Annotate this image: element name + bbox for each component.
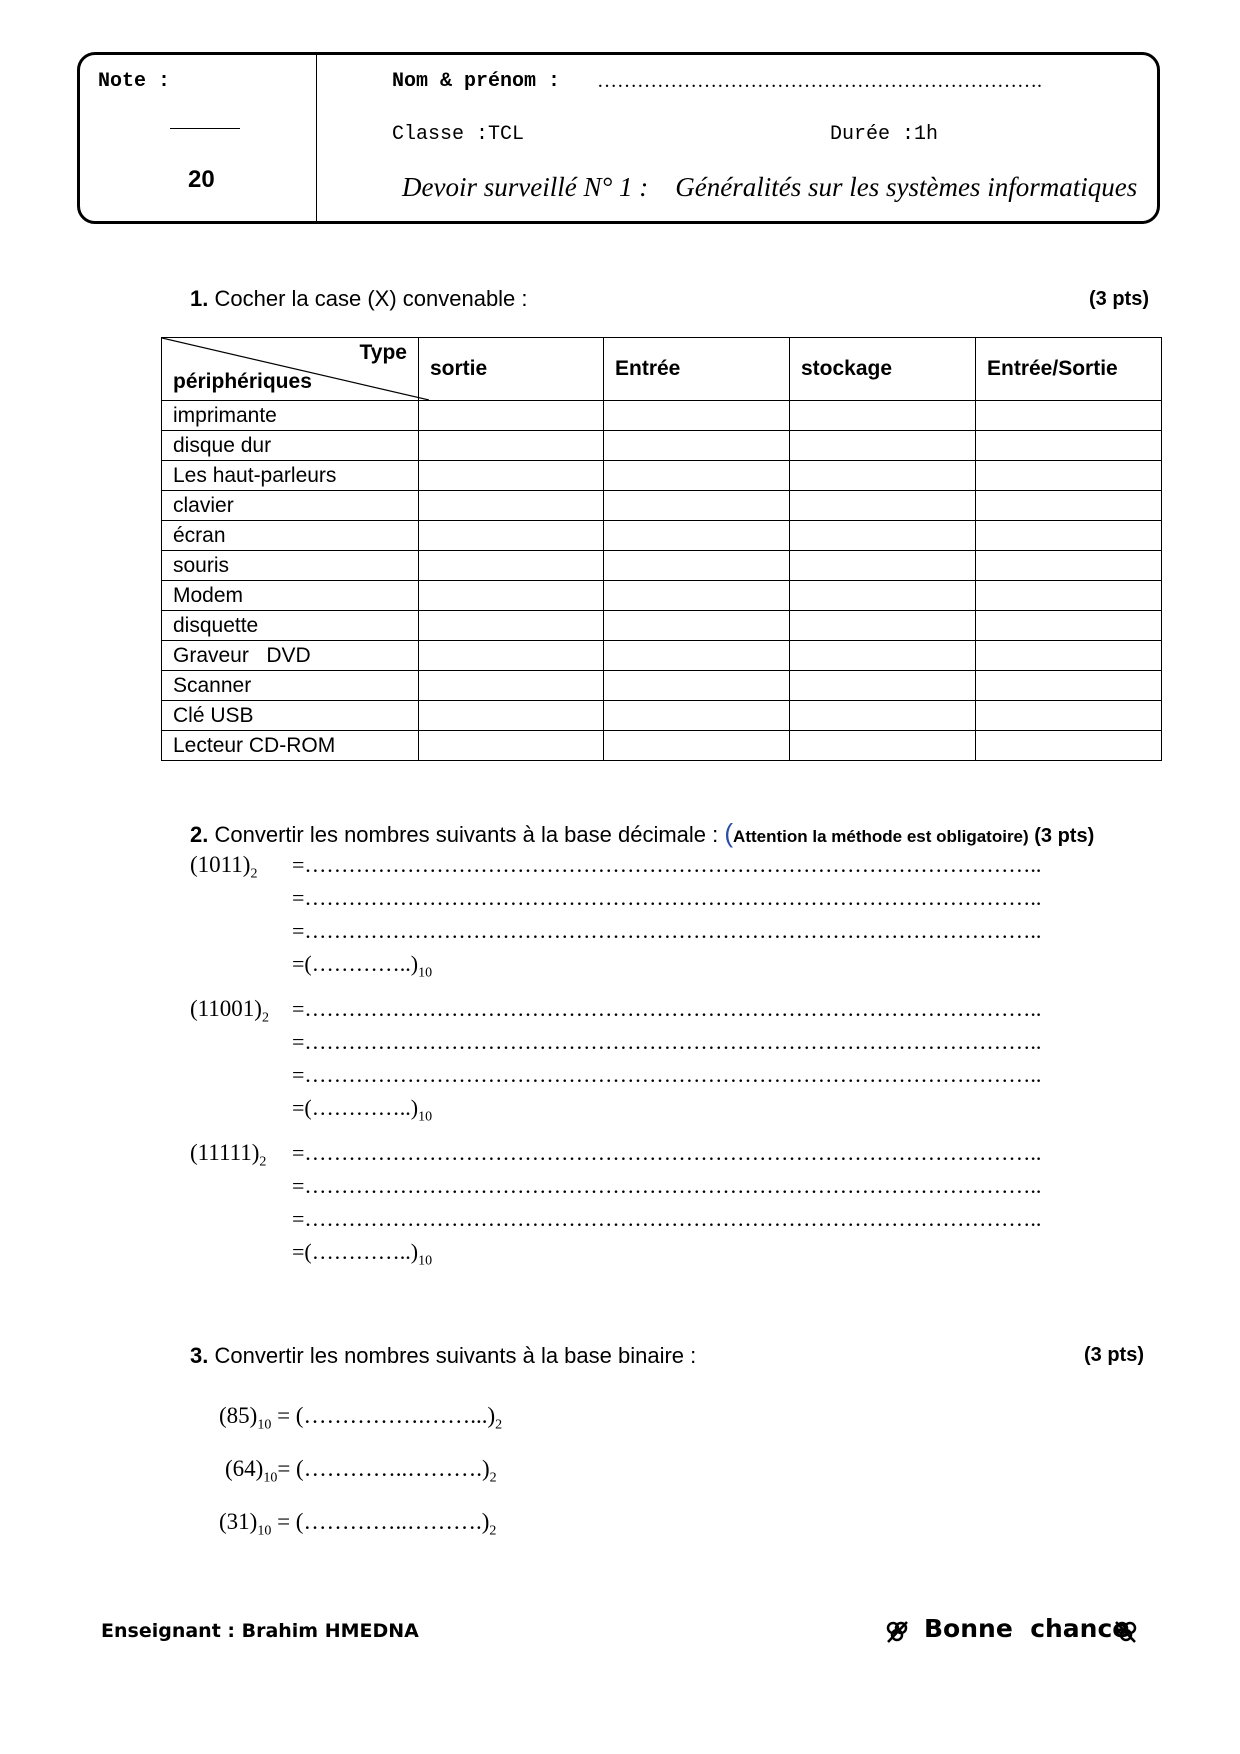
target-base: 2: [495, 1417, 503, 1433]
q2-paren: (: [724, 818, 734, 848]
q2-title: [190, 818, 1094, 849]
q3-title: [190, 1343, 696, 1369]
table-row: [162, 491, 1162, 521]
q1-title: [190, 286, 528, 312]
checkbox-cell[interactable]: [976, 521, 1162, 551]
number-base: 2: [250, 866, 258, 882]
answer-dots: = (…………..……….): [271, 1509, 490, 1534]
checkbox-cell[interactable]: [419, 491, 604, 521]
answer-line[interactable]: =………………………………………………………………………………………..: [292, 918, 1042, 943]
q3-text: Convertir les nombres suivants à la base binaire :: [208, 1343, 697, 1368]
checkbox-cell[interactable]: [790, 461, 976, 491]
checkbox-cell[interactable]: [976, 731, 1162, 761]
answer-result[interactable]: [292, 1239, 432, 1269]
checkbox-cell[interactable]: [604, 491, 790, 521]
q2-item-3-number: [190, 1140, 266, 1171]
q2-text: Convertir les nombres suivants à la base décimale :: [208, 822, 725, 847]
row-label: écran: [162, 521, 419, 551]
q1-points: (3 pts): [1089, 288, 1149, 310]
answer-line[interactable]: =………………………………………………………………………………………..: [292, 996, 1042, 1021]
answer-line[interactable]: =………………………………………………………………………………………..: [292, 1062, 1042, 1087]
table-row: [162, 581, 1162, 611]
row-label: disquette: [162, 611, 419, 641]
checkbox-cell[interactable]: [790, 641, 976, 671]
table-row: [162, 611, 1162, 641]
header-divider: [316, 52, 317, 224]
q2-item-2-number: [190, 996, 269, 1027]
q2-number: 2.: [190, 822, 209, 847]
row-label: Modem: [162, 581, 419, 611]
checkbox-cell[interactable]: [976, 641, 1162, 671]
checkbox-cell[interactable]: [419, 521, 604, 551]
number-value: (11111): [190, 1140, 260, 1165]
table-row: [162, 731, 1162, 761]
table-corner-cell: [162, 338, 419, 401]
checkbox-cell[interactable]: [604, 401, 790, 431]
q2-note: Attention la méthode est obligatoire): [733, 827, 1029, 846]
number-base: 2: [261, 1010, 269, 1026]
checkbox-cell[interactable]: [976, 581, 1162, 611]
checkbox-cell[interactable]: [790, 671, 976, 701]
number-value: (64): [225, 1456, 264, 1481]
checkbox-cell[interactable]: [419, 461, 604, 491]
q3-item-2[interactable]: [225, 1456, 497, 1487]
checkbox-cell[interactable]: [790, 431, 976, 461]
number-base: 2: [259, 1154, 267, 1170]
checkbox-cell[interactable]: [419, 701, 604, 731]
answer-dots: = (…………….……...): [271, 1403, 496, 1428]
note-label: Note :: [98, 70, 171, 93]
column-header-entree-sortie: Entrée/Sortie: [976, 338, 1162, 401]
checkbox-cell[interactable]: [790, 521, 976, 551]
checkbox-cell[interactable]: [604, 701, 790, 731]
row-label: Clé USB: [162, 701, 419, 731]
checkbox-cell[interactable]: [604, 641, 790, 671]
number-value: (31): [219, 1509, 258, 1534]
checkbox-cell[interactable]: [976, 461, 1162, 491]
row-label: Lecteur CD-ROM: [162, 731, 419, 761]
table-row: [162, 551, 1162, 581]
number-value: (1011): [190, 852, 251, 877]
answer-result[interactable]: [292, 1095, 432, 1125]
row-label: Scanner: [162, 671, 419, 701]
row-label: imprimante: [162, 401, 419, 431]
checkbox-cell[interactable]: [604, 611, 790, 641]
note-total: 20: [188, 166, 215, 193]
note-score-line: [170, 128, 240, 129]
checkbox-cell[interactable]: [790, 581, 976, 611]
number-base: 10: [257, 1523, 272, 1539]
result-base: 10: [418, 1253, 433, 1269]
checkbox-cell[interactable]: [976, 701, 1162, 731]
checkbox-cell[interactable]: [976, 551, 1162, 581]
table-row: [162, 701, 1162, 731]
answer-line[interactable]: =………………………………………………………………………………………..: [292, 852, 1042, 877]
duration-text: Durée :1h: [830, 123, 939, 146]
checkbox-cell[interactable]: [604, 431, 790, 461]
table-row: [162, 461, 1162, 491]
number-value: (85): [219, 1403, 258, 1428]
answer-line[interactable]: =………………………………………………………………………………………..: [292, 1206, 1042, 1231]
answer-result[interactable]: [292, 951, 432, 981]
checkbox-cell[interactable]: [976, 611, 1162, 641]
q1-number: 1.: [190, 286, 209, 311]
target-base: 2: [489, 1470, 497, 1486]
number-base: 10: [257, 1417, 272, 1433]
checkbox-cell[interactable]: [604, 521, 790, 551]
checkbox-cell[interactable]: [419, 401, 604, 431]
good-luck-text: Bonne chance: [924, 1614, 1130, 1643]
checkbox-cell[interactable]: [419, 641, 604, 671]
exam-title: Devoir surveillé N° 1 : Généralités sur les systèmes informatiques: [402, 172, 1138, 202]
checkbox-cell[interactable]: [604, 551, 790, 581]
result-base: 10: [418, 1109, 433, 1125]
row-label: Les haut-parleurs: [162, 461, 419, 491]
checkbox-cell[interactable]: [976, 671, 1162, 701]
q2-points: (3 pts): [1028, 825, 1095, 847]
checkbox-cell[interactable]: [790, 551, 976, 581]
checkbox-cell[interactable]: [419, 431, 604, 461]
result-dots: =(…………..): [292, 1095, 419, 1120]
teacher-name: Enseignant : Brahim HMEDNA: [101, 1620, 419, 1642]
column-header-stockage: stockage: [790, 338, 976, 401]
answer-dots: = (…………..……….): [277, 1456, 490, 1481]
row-label: disque dur: [162, 431, 419, 461]
q3-number: 3.: [190, 1343, 209, 1368]
row-label: Graveur DVD: [162, 641, 419, 671]
clover-right-icon: [1113, 1619, 1139, 1650]
q2-item-1-number: [190, 852, 257, 883]
class-text: Classe :TCL: [392, 123, 525, 146]
q1-text: Cocher la case (X) convenable :: [208, 286, 528, 311]
row-label: clavier: [162, 491, 419, 521]
corner-peripherals-label: périphériques: [173, 370, 312, 393]
target-base: 2: [489, 1523, 497, 1539]
checkbox-cell[interactable]: [604, 461, 790, 491]
q3-item-1[interactable]: [219, 1403, 502, 1434]
result-dots: =(…………..): [292, 1239, 419, 1264]
checkbox-cell[interactable]: [976, 431, 1162, 461]
checkbox-cell[interactable]: [419, 611, 604, 641]
checkbox-cell[interactable]: [976, 401, 1162, 431]
name-label: Nom & prénom :: [392, 70, 561, 93]
number-value: (11001): [190, 996, 262, 1021]
table-row: [162, 431, 1162, 461]
answer-line[interactable]: =………………………………………………………………………………………..: [292, 885, 1042, 910]
checkbox-cell[interactable]: [604, 581, 790, 611]
clover-left-icon: [884, 1619, 910, 1650]
table-header-row: [162, 338, 1162, 401]
answer-line[interactable]: =………………………………………………………………………………………..: [292, 1029, 1042, 1054]
name-field[interactable]: ………………………………………………………….: [597, 70, 1042, 92]
checkbox-cell[interactable]: [790, 401, 976, 431]
result-dots: =(…………..): [292, 951, 419, 976]
column-header-entree: Entrée: [604, 338, 790, 401]
checkbox-cell[interactable]: [419, 671, 604, 701]
table-row: [162, 521, 1162, 551]
answer-line[interactable]: =………………………………………………………………………………………..: [292, 1173, 1042, 1198]
checkbox-cell[interactable]: [604, 731, 790, 761]
checkbox-cell[interactable]: [790, 491, 976, 521]
q3-points: (3 pts): [1084, 1344, 1144, 1366]
table-row: [162, 401, 1162, 431]
checkbox-cell[interactable]: [419, 581, 604, 611]
table-row: [162, 671, 1162, 701]
checkbox-cell[interactable]: [976, 491, 1162, 521]
answer-line[interactable]: =………………………………………………………………………………………..: [292, 1140, 1042, 1165]
peripherals-table: [161, 337, 1162, 761]
checkbox-cell[interactable]: [419, 551, 604, 581]
checkbox-cell[interactable]: [419, 731, 604, 761]
corner-type-label: Type: [359, 341, 407, 364]
result-base: 10: [418, 965, 433, 981]
checkbox-cell[interactable]: [790, 611, 976, 641]
number-base: 10: [263, 1470, 278, 1486]
checkbox-cell[interactable]: [790, 731, 976, 761]
column-header-sortie: sortie: [419, 338, 604, 401]
q3-item-3[interactable]: [219, 1509, 496, 1540]
checkbox-cell[interactable]: [790, 701, 976, 731]
checkbox-cell[interactable]: [604, 671, 790, 701]
row-label: souris: [162, 551, 419, 581]
table-row: [162, 641, 1162, 671]
